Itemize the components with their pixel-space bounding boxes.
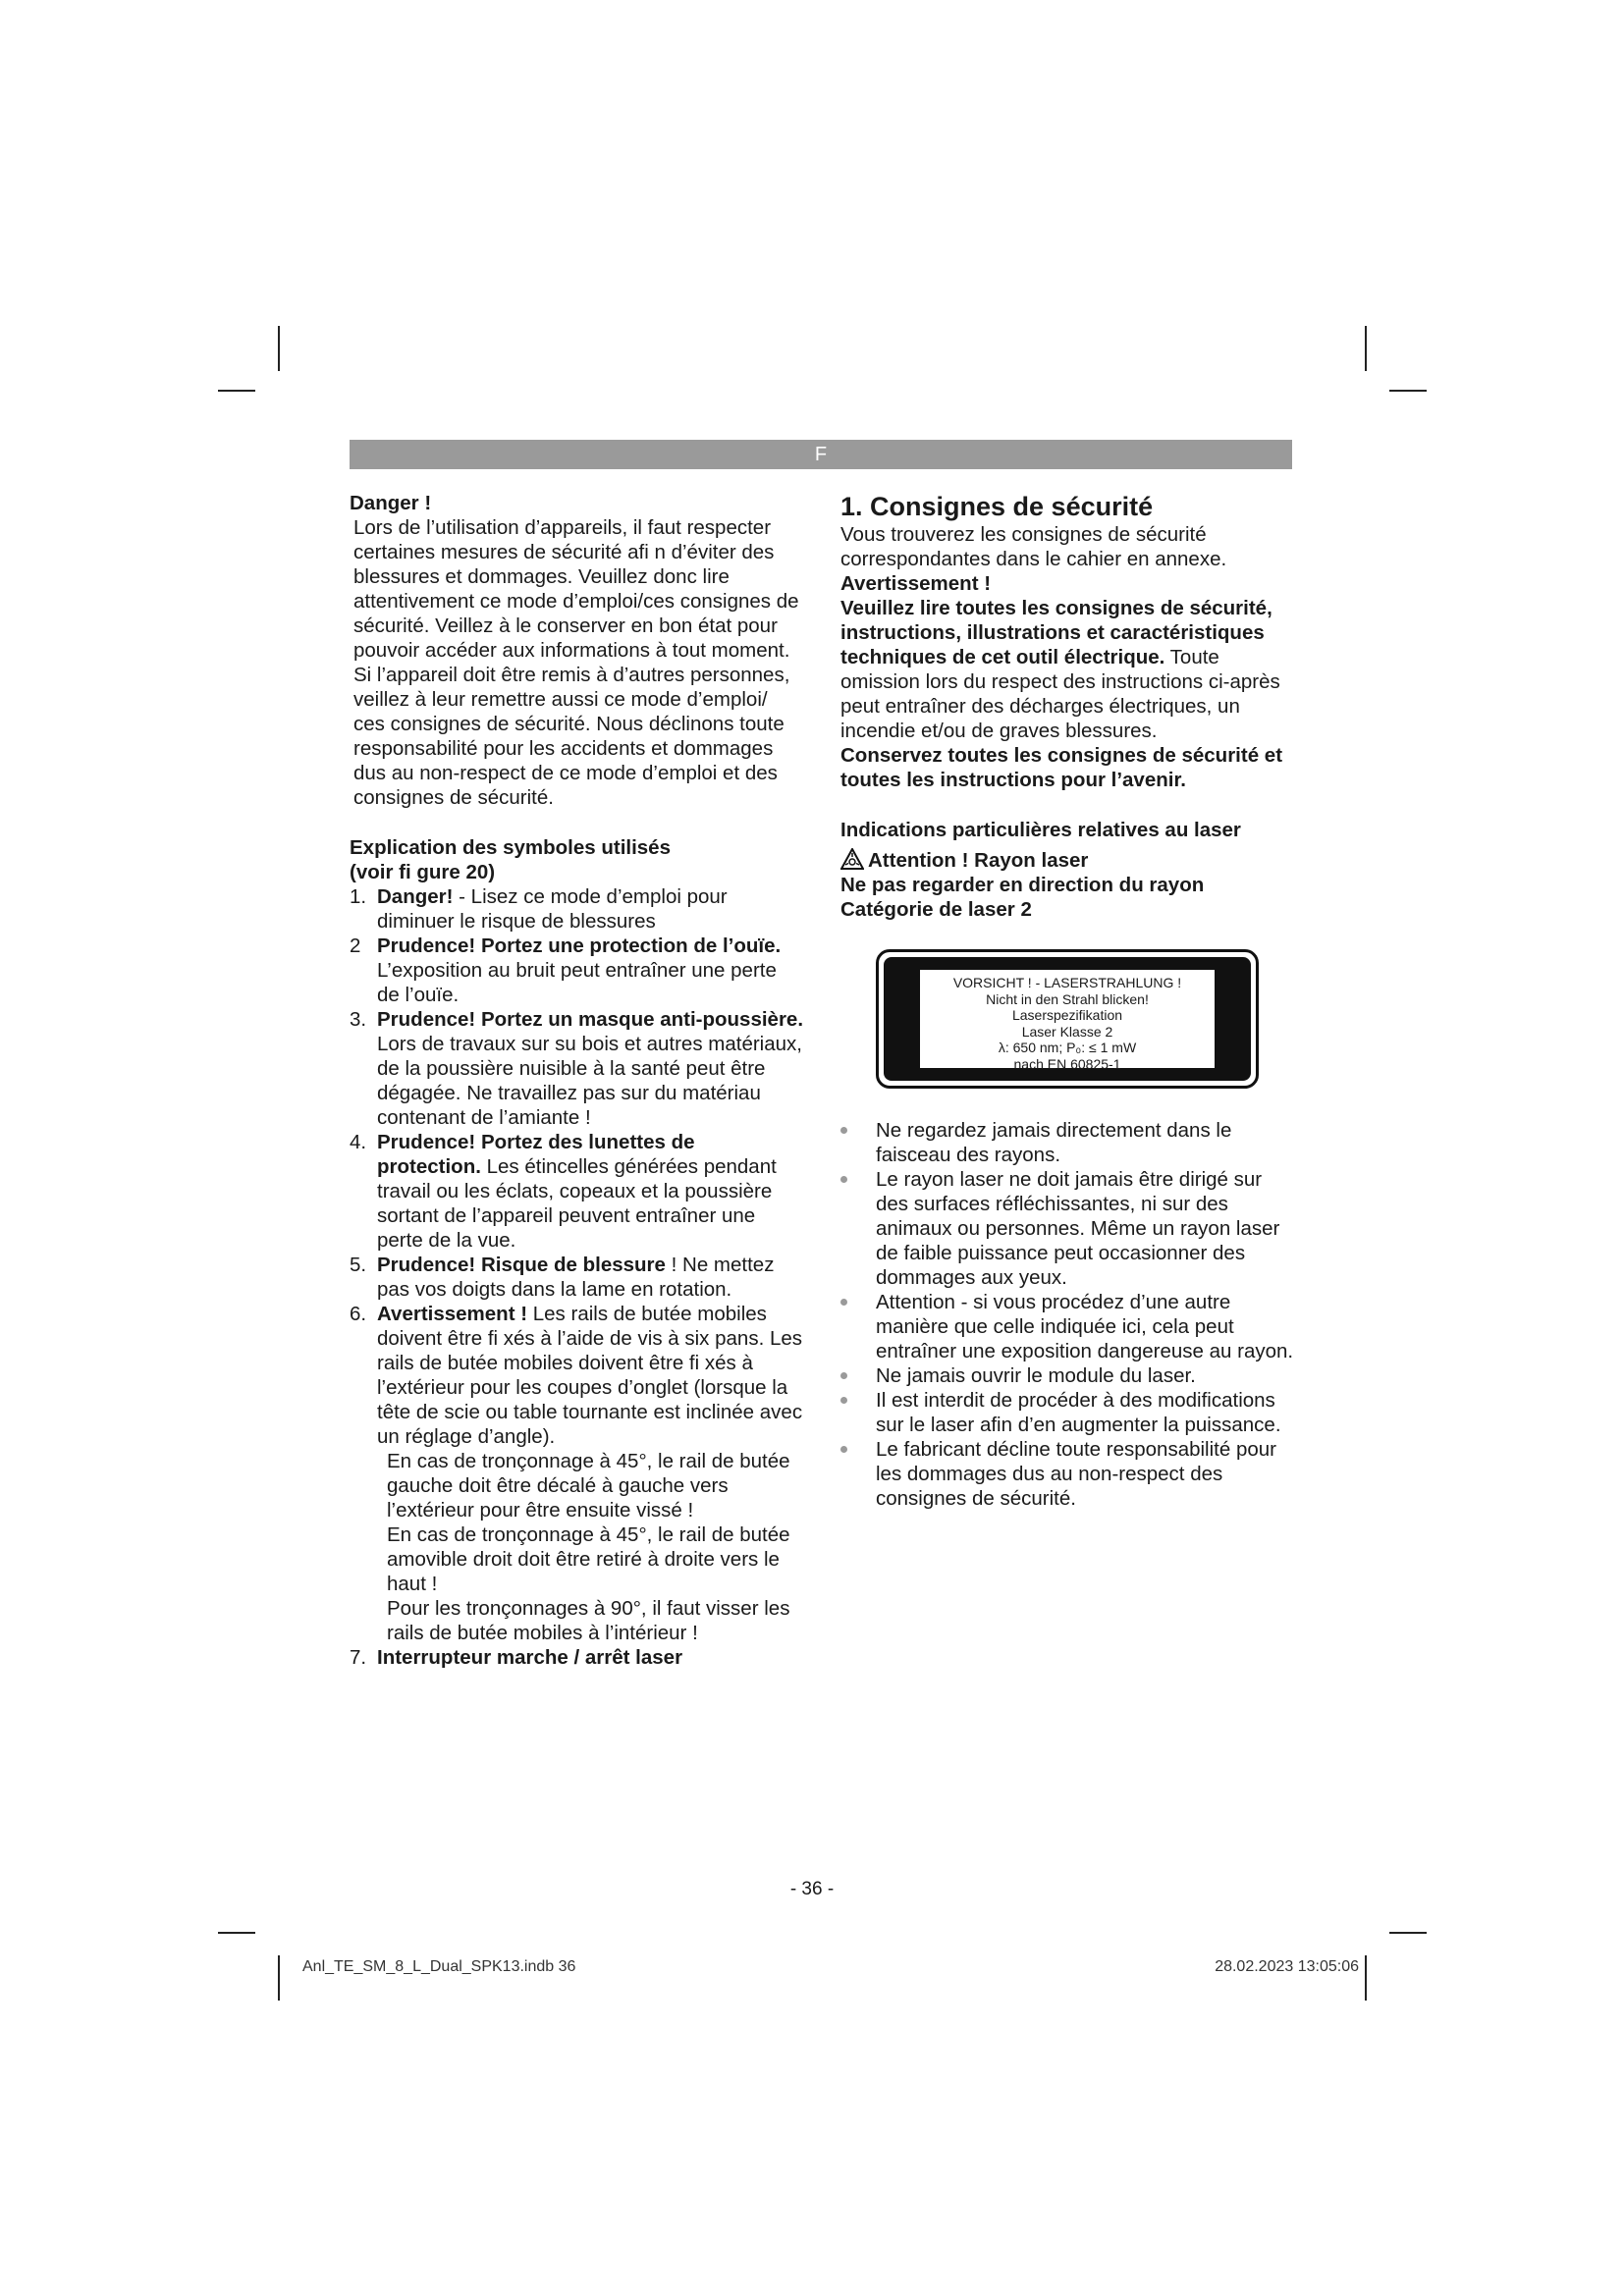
list-item-paragraph: Pour les tronçonnages à 90°, il faut visser les rails de butée mobiles à l’intérieur ! (387, 1597, 790, 1644)
list-item-paragraph: En cas de tronçonnage à 45°, le rail de butée gauche doit être décalé à gauche vers l’extérieur pour être ensuite vissé ! (387, 1450, 790, 1522)
list-item: 2 Prudence! Portez une protection de l’ouïe. L’exposition au bruit peut entraîner une perte de l’ouïe. (350, 934, 782, 1006)
keep-instructions-text: Conservez toutes les consignes de sécurité et toutes les instructions pour l’avenir. (840, 744, 1283, 791)
crop-mark (1389, 390, 1427, 392)
laser-no-look: Ne pas regarder en direction du rayon (840, 874, 1205, 896)
crop-mark (1365, 326, 1367, 371)
page-number: - 36 - (789, 1879, 835, 1899)
list-item: Attention - si vous procédez d’une autre manière que celle indiquée ici, cela peut entraîner une exposition dangereuse au rayon. (840, 1290, 1294, 1363)
list-item-paragraph: En cas de tronçonnage à 45°, le rail de butée amovible droit doit être retiré à droite vers le haut ! (387, 1523, 790, 1595)
list-item: Ne regardez jamais directement dans le faisceau des rayons. (840, 1118, 1294, 1167)
left-column (350, 491, 803, 1670)
crop-mark (218, 1932, 255, 1934)
list-item: Le fabricant décline toute responsabilité pour les dommages dus au non-respect des consignes de sécurité. (840, 1437, 1294, 1511)
intro-text: Vous trouverez les consignes de sécurité correspondantes dans le cahier en annexe. (840, 523, 1227, 570)
crop-mark (1365, 1955, 1367, 2001)
symbols-title: Explication des symboles utilisés (350, 836, 671, 859)
laser-attention: Attention ! Rayon laser (840, 848, 1294, 873)
list-item: 4. Prudence! Portez des lunettes de protection. Les étincelles générées pendant travail ou les éclats, copeaux et la poussière sortant de l’appareil peuvent entraîner une perte de la vue. (350, 1131, 777, 1252)
section-heading: 1. Consignes de sécurité (840, 492, 1154, 521)
crop-mark (218, 390, 255, 392)
list-item: 5. Prudence! Risque de blessure ! Ne mettez pas vos doigts dans la lame en rotation. (350, 1254, 775, 1301)
language-label: F (814, 444, 828, 465)
danger-title: Danger ! (350, 492, 432, 514)
right-column (840, 491, 1294, 1511)
laser-label-text: VORSICHT ! - LASERSTRAHLUNG ! Nicht in den Strahl blicken! Laserspezifikation Laser Klasse 2 λ: 650 nm; P₀: ≤ 1 mW nach EN 60825-1 (920, 970, 1215, 1068)
list-item: 3. Prudence! Portez un masque anti-poussière. Lors de travaux sur su bois et autres matériaux, de la poussière nuisible à la santé peut être dégagée. Ne travaillez pas sur du matériau contenant de l’amiante ! (350, 1008, 804, 1129)
crop-mark (278, 326, 280, 371)
laser-warning-label (876, 949, 1259, 1089)
crop-mark (1389, 1932, 1427, 1934)
list-item: 1. Danger! - Lisez ce mode d’emploi pour diminuer le risque de blessures (350, 885, 728, 933)
list-item: Il est interdit de procéder à des modifications sur le laser afin d’en augmenter la puissance. (840, 1388, 1294, 1437)
footer-datetime: 28.02.2023 13:05:06 (1215, 1958, 1359, 1975)
warning-text: Veuillez lire toutes les consignes de sécurité, instructions, illustrations et caractéristiques techniques de cet outil électrique. Toute omission lors du respect des instructions ci-après peut entraîner des décharges électriques, un incendie et/ou de graves blessures. (840, 597, 1280, 742)
danger-text: Lors de l’utilisation d’appareils, il faut respecter certaines mesures de sécurité afi n d’éviter des blessures et dommages. Veuillez donc lire attentivement ce mode d’emploi/ces consignes de sécurité. Veillez à le conserver en bon état pour pouvoir accéder aux informations à tout moment. Si l’appareil doit être remis à d’autres personnes, veillez à leur remettre aussi ce mode d’emploi/ ces consignes de sécurité. Nous déclinons toute responsabilité pour les accidents et dommages dus au non-respect de ce mode d’emploi et des consignes de sécurité. (353, 516, 799, 809)
symbols-subtitle: (voir fi gure 20) (350, 861, 496, 883)
footer-filename: Anl_TE_SM_8_L_Dual_SPK13.indb 36 (302, 1958, 576, 1975)
crop-mark (278, 1955, 280, 2001)
symbols-list (350, 884, 803, 1670)
laser-category: Catégorie de laser 2 (840, 898, 1032, 921)
list-item: Ne jamais ouvrir le module du laser. (840, 1363, 1294, 1388)
list-item: 7. Interrupteur marche / arrêt laser (350, 1646, 683, 1669)
warning-title: Avertissement ! (840, 572, 992, 595)
list-item: 6. Avertissement ! Les rails de butée mobiles doivent être fi xés à l’aide de vis à six pans. Les rails de butée mobiles doivent être fi xés à l’extérieur pour les coupes d’onglet (lorsque la tête de scie ou table tournante est inclinée avec un réglage d’angle). En cas de tronçonnage à 45°, le rail de butée gauche doit être décalé à gauche vers l’extérieur pour être ensuite vissé ! En cas de tronçonnage à 45°, le rail de butée amovible droit doit être retiré à droite vers le haut ! Pour les tronçonnages à 90°, il faut visser les rails de butée mobiles à l’intérieur ! (350, 1303, 803, 1644)
laser-bullet-list (840, 1118, 1294, 1511)
list-item: Le rayon laser ne doit jamais être dirigé sur des surfaces réfléchissantes, ni sur des animaux ou personnes. Même un rayon laser de faible puissance peut occasionner des dommages aux yeux. (840, 1167, 1294, 1290)
warning-triangle-icon (840, 848, 864, 870)
laser-section-title: Indications particulières relatives au laser (840, 819, 1241, 841)
language-header-bar (350, 440, 1292, 469)
